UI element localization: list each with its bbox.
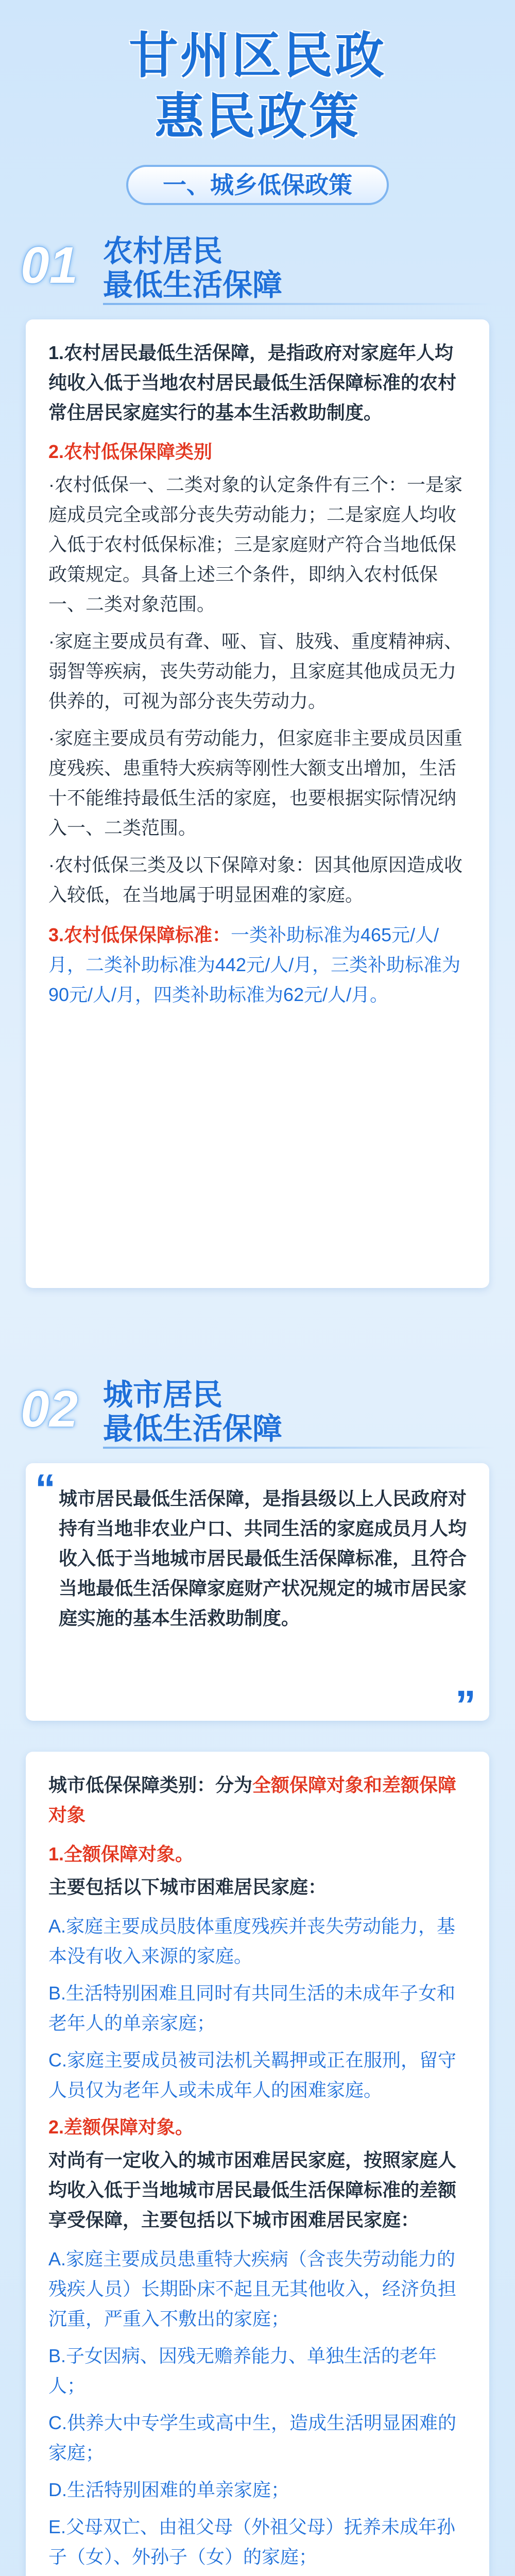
section-01-header bbox=[0, 227, 515, 304]
rural-bullet: ·家庭主要成员有聋、哑、盲、肢残、重度精神病、弱智等疾病，丧失劳动能力，且家庭其他成员无力供养的，可视为部分丧失劳动力。 bbox=[48, 631, 462, 711]
title-line-2: 惠民政策 bbox=[154, 89, 360, 144]
section-number: 01 bbox=[21, 236, 78, 294]
rural-intro: 1.农村居民最低生活保障，是指政府对家庭年人均纯收入低于当地农村居民最低生活保障标准的农村常住居民家庭实行的基本生活救助制度。 bbox=[48, 342, 457, 423]
rural-standard-label: 3.农村低保保障标准： bbox=[48, 924, 231, 945]
urban-diff-item: A.家庭主要成员患重特大疾病（含丧失劳动能力的残疾人员）长期卧床不起且无其他收入，经济负担沉重，严重入不敷出的家庭； bbox=[48, 2248, 457, 2329]
section-rule bbox=[103, 1447, 494, 1449]
close-quote-icon: ” bbox=[455, 1682, 476, 1728]
section-title-line-1: 城市居民 bbox=[103, 1378, 223, 1412]
rural-bullet: ·农村低保三类及以下保障对象：因其他原因造成收入较低，在当地属于明显困难的家庭。 bbox=[48, 854, 462, 905]
rural-card bbox=[26, 319, 489, 1288]
section-title-line-1: 农村居民 bbox=[103, 234, 223, 268]
section-title-line-2: 最低生活保障 bbox=[103, 268, 283, 302]
urban-diff-item: E.父母双亡、由祖父母（外祖父母）抚养未成年孙子（女）、外孙子（女）的家庭； bbox=[48, 2516, 456, 2567]
rural-bullet: ·家庭主要成员有劳动能力，但家庭非主要成员因重度残疾、患重特大疾病等刚性大额支出增加，生活十不能维持最低生活的家庭，也要根据实际情况纳入一、二类范围。 bbox=[48, 727, 462, 838]
rural-category-heading: 2.农村低保保障类别 bbox=[48, 441, 213, 462]
section-title-line-2: 最低生活保障 bbox=[103, 1412, 283, 1446]
urban-category bbox=[48, 1770, 467, 1830]
urban-full-heading: 1.全额保障对象。 bbox=[48, 1843, 194, 1865]
urban-diff-item: C.供养大中专学生或高中生，造成生活明显困难的家庭； bbox=[48, 2412, 457, 2463]
urban-diff-item: D.生活特别困难的单亲家庭； bbox=[48, 2479, 290, 2500]
section-02-header bbox=[0, 1370, 515, 1448]
urban-full-lead: 主要包括以下城市困难居民家庭： bbox=[48, 1876, 327, 1897]
section-rule bbox=[103, 303, 494, 305]
rural-standard-text: 一类补助标准为465元/人/月，二类补助标准为442元/人/月，三类补助标准为90元/人/月，四类补助标准为62元/人/月。 bbox=[48, 924, 461, 1005]
rural-bullet: ·农村低保一、二类对象的认定条件有三个：一是家庭成员完全或部分丧失劳动能力；二是家庭人均收入低于农村低保标准；三是家庭财产符合当地低保政策规定。具备上述三个条件，即纳入农村低保一、二类对象范围。 bbox=[48, 474, 462, 615]
urban-full-item: B.生活特别困难且同时有共同生活的未成年子女和老年人的单亲家庭； bbox=[48, 1982, 456, 2033]
urban-category-types: 全额保障对象和差额保障对象 bbox=[48, 1774, 457, 1825]
open-quote-icon: “ bbox=[35, 1466, 56, 1512]
subtitle-pill: 一、城乡低保政策 bbox=[126, 165, 389, 205]
urban-intro: 城市居民最低生活保障，是指县级以上人民政府对持有当地非农业户口、共同生活的家庭成员月人均收入低于当地城市居民最低生活保障标准，且符合当地最低生活保障家庭财产状况规定的城市居民家庭实施的基本生活救助制度。 bbox=[59, 1488, 467, 1629]
page-header bbox=[0, 0, 515, 222]
urban-full-item: A.家庭主要成员肢体重度残疾并丧失劳动能力，基本没有收入来源的家庭。 bbox=[48, 1916, 456, 1967]
rural-standard bbox=[48, 920, 467, 1010]
page-title bbox=[0, 26, 515, 147]
urban-intro-card bbox=[26, 1463, 489, 1728]
urban-diff-item: B.子女因病、因残无赡养能力、单独生活的老年人； bbox=[48, 2345, 437, 2396]
urban-diff-lead: 对尚有一定收入的城市困难居民家庭，按照家庭人均收入低于当地城市居民最低生活保障标准的差额享受保障，主要包括以下城市困难居民家庭： bbox=[48, 2149, 457, 2230]
section-number: 02 bbox=[21, 1380, 78, 1438]
urban-diff-heading: 2.差额保障对象。 bbox=[48, 2116, 194, 2138]
urban-full-item: C.家庭主要成员被司法机关羁押或正在服刑，留守人员仅为老年人或未成年人的困难家庭。 bbox=[48, 2049, 457, 2100]
urban-category-label: 城市低保保障类别：分为 bbox=[48, 1774, 253, 1795]
title-line-1: 甘州区民政 bbox=[129, 28, 386, 83]
section-title bbox=[103, 1378, 282, 1446]
section-title bbox=[103, 234, 282, 302]
urban-detail-card bbox=[26, 1752, 489, 2576]
